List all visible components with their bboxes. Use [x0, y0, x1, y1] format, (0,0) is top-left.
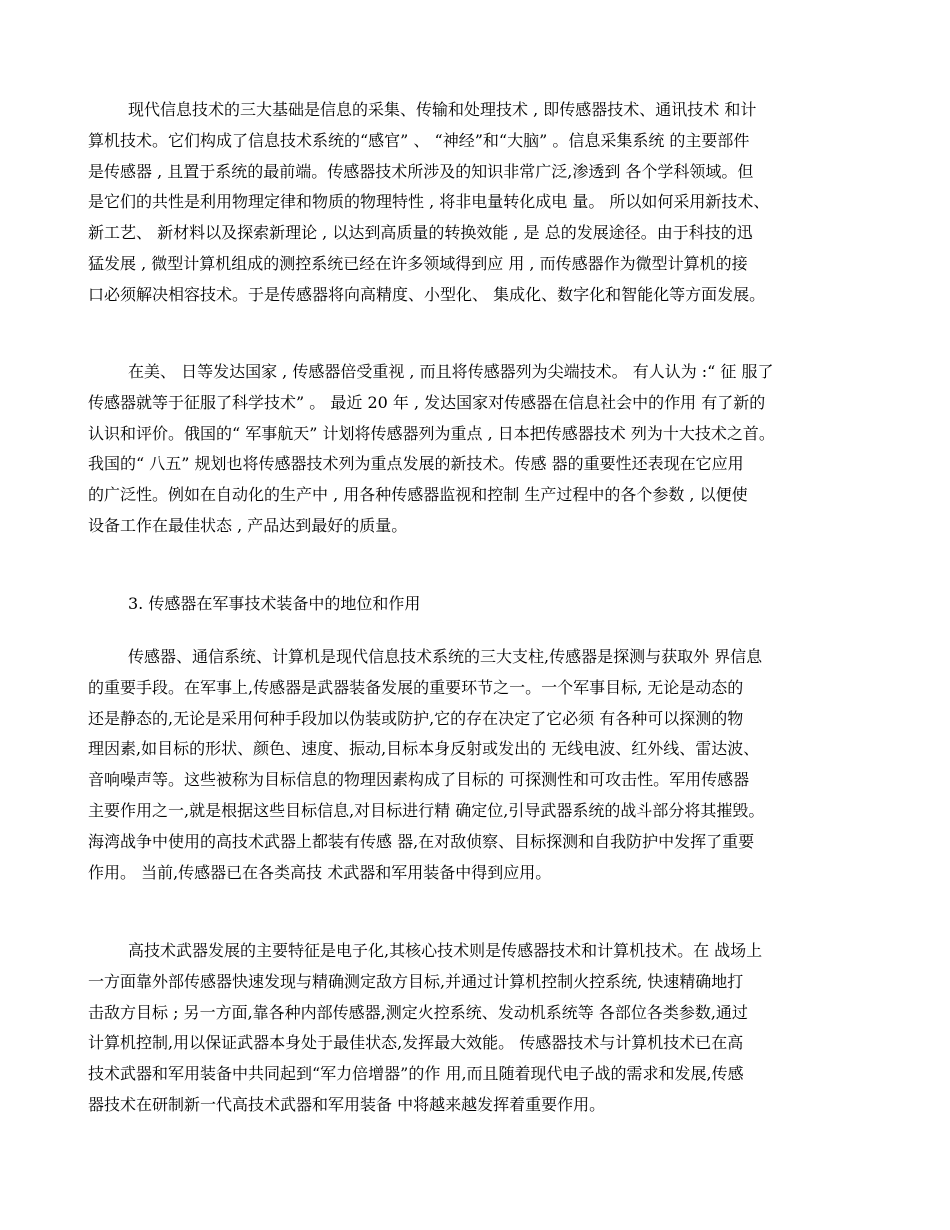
text-line: 海湾战争中使用的高技术武器上都装有传感 器,在对敌侦察、目标探测和自我防护中发挥了重要	[88, 831, 755, 851]
paragraph-developed-countries	[88, 357, 878, 542]
section-heading-text: 3. 传感器在军事技术装备中的地位和作用	[128, 594, 421, 613]
paragraph-high-tech-weapons	[88, 936, 878, 1121]
text-line: 器技术在研制新一代高技术武器和军用装备 中将越来越发挥着重要作用。	[88, 1094, 606, 1114]
text-line: 在美、 日等发达国家 , 传感器倍受重视 , 而且将传感器列为尖端技术。 有人认为 :“ 征 服了	[128, 362, 774, 381]
text-line: 一方面靠外部传感器快速发现与精确测定敌方目标,并通过计算机控制火控系统, 快速精确地打	[88, 971, 744, 991]
section-heading	[88, 589, 878, 620]
text-line: 技术武器和军用装备中共同起到“军力倍增器”的作 用,而且随着现代电子战的需求和发展,传感	[88, 1064, 744, 1084]
text-line: 音响噪声等。这些被称为目标信息的物理因素构成了目标的 可探测性和可攻击性。军用传感器	[88, 770, 750, 790]
text-line: 我国的“ 八五” 规划也将传感器技术列为重点发展的新技术。传感 器的重要性还表现在它应用	[88, 454, 744, 474]
text-line: 的重要手段。在军事上,传感器是武器装备发展的重要环节之一。一个军事目标, 无论是动态的	[88, 677, 744, 697]
text-line: 计算机控制,用以保证武器本身处于最佳状态,发挥最大效能。 传感器技术与计算机技术已在高	[88, 1033, 744, 1053]
text-line: 新工艺、 新材料以及探索新理论 , 以达到高质量的转换效能 , 是 总的发展途径。由于科技的迅	[88, 223, 753, 243]
paragraph-sensor-foundation	[88, 95, 878, 311]
text-line: 猛发展 , 微型计算机组成的测控系统已经在许多领域得到应 用 , 而传感器作为微型计算机的接	[88, 253, 748, 273]
text-line: 理因素,如目标的形状、颜色、速度、振动,目标本身反射或发出的 无线电波、红外线、雷达波、	[88, 739, 760, 759]
text-line: 作用。 当前,传感器已在各类高技 术武器和军用装备中得到应用。	[88, 862, 552, 882]
text-line: 是传感器 , 且置于系统的最前端。传感器技术所涉及的知识非常广泛,渗透到 各个学科领域。但	[88, 161, 754, 181]
text-line: 传感器、通信系统、计算机是现代信息技术系统的三大支柱,传感器是探测与获取外 界信息	[128, 647, 763, 666]
text-line: 口必须解决相容技术。于是传感器将向高精度、小型化、 集成化、数字化和智能化等方面发展。	[88, 284, 766, 304]
text-line: 传感器就等于征服了科学技术” 。 最近 20 年 , 发达国家对传感器在信息社会中的作用 有了新的	[88, 392, 766, 412]
paragraph-military-role	[88, 642, 878, 888]
text-line: 现代信息技术的三大基础是信息的采集、传输和处理技术 , 即传感器技术、通讯技术 和计	[128, 100, 757, 119]
text-line: 设备工作在最佳状态 , 产品达到最好的质量。	[88, 515, 408, 535]
text-line: 的广泛性。例如在自动化的生产中 , 用各种传感器监视和控制 生产过程中的各个参数 , 以便使	[88, 485, 748, 505]
text-line: 认识和评价。俄国的“ 军事航天” 计划将传感器列为重点 , 日本把传感器技术 列为十大技术之首。	[88, 423, 775, 443]
text-line: 算机技术。它们构成了信息技术系统的“感官” 、 “神经”和“大脑” 。信息采集系统 的主要部件	[88, 130, 750, 150]
text-line: 主要作用之一,就是根据这些目标信息,对目标进行精 确定位,引导武器系统的战斗部分将其摧毁。	[88, 800, 765, 820]
text-line: 高技术武器发展的主要特征是电子化,其核心技术则是传感器技术和计算机技术。在 战场上	[128, 941, 763, 960]
text-line: 击敌方目标 ; 另一方面,靠各种内部传感器,测定火控系统、发动机系统等 各部位各类参数,通过	[88, 1002, 748, 1022]
text-line: 是它们的共性是利用物理定律和物质的物理特性 , 将非电量转化成电 量。 所以如何采用新技术、	[88, 192, 770, 212]
text-line: 还是静态的,无论是采用何种手段加以伪装或防护,它的存在决定了它必须 有各种可以探测的物	[88, 708, 744, 728]
